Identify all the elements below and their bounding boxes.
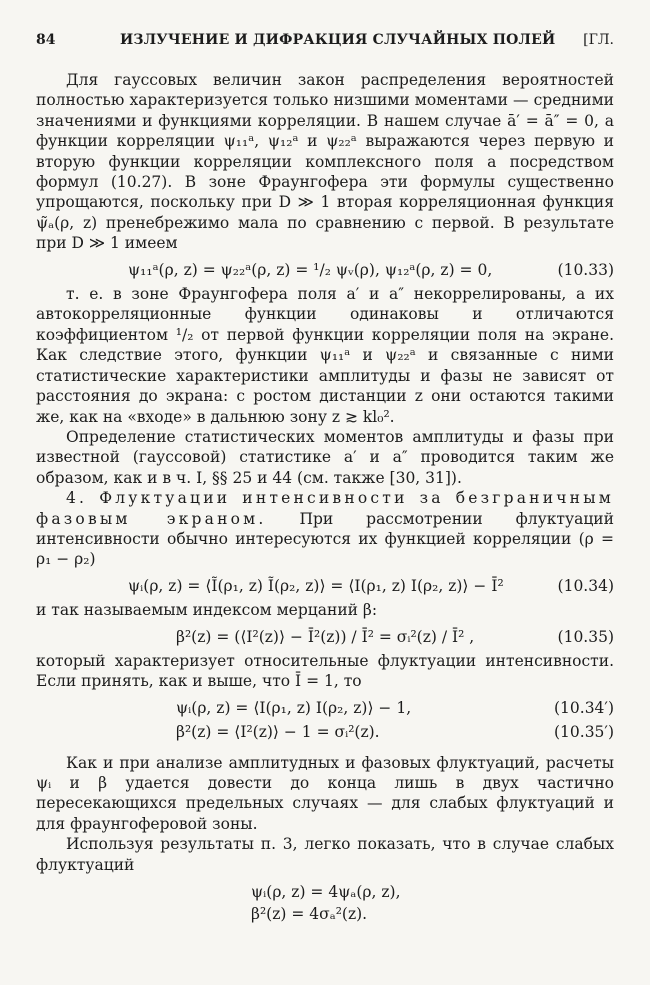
paragraph-scintillation: и так называемым индексом мерцаний β: bbox=[36, 601, 378, 620]
equation-formula: ψᵢ(ρ, z) = ⟨I(ρ₁, z) I(ρ₂, z)⟩ − 1, bbox=[176, 698, 412, 717]
equation-10-35-prime bbox=[36, 722, 614, 742]
equation-formula: β²(z) = ⟨I²(z)⟩ − 1 = σᵢ²(z). bbox=[176, 723, 380, 742]
equation-number: (10.34′) bbox=[554, 698, 614, 717]
paragraph-fraunhofer: т. е. в зоне Фраунгофера поля a′ и a″ некоррелированы, а их автокорреляционные функции одинаковы и отличаются коэффициентом ¹/₂ от первой функции корреляции поля на экране. Как следствие этого, функции ψ₁₁ᵃ и ψ₂₂ᵃ и связанные с ними статистические характеристики амплитуды и фазы не зависят от расстояния до экрана: с ростом дистанции z они остаются такими же, как на «входе» в дальнюю зону z ≳ kl₀². bbox=[36, 285, 614, 426]
equation-10-33 bbox=[36, 260, 614, 280]
equation-formula: ψ₁₁ᵃ(ρ, z) = ψ₂₂ᵃ(ρ, z) = ¹/₂ ψᵥ(ρ), ψ₁₂ᵃ(ρ, z) = 0, bbox=[128, 260, 493, 279]
chapter-mark: [ГЛ. bbox=[583, 32, 614, 48]
page-body bbox=[36, 70, 614, 931]
running-title: ИЗЛУЧЕНИЕ И ДИФРАКЦИЯ СЛУЧАЙНЫХ ПОЛЕЙ bbox=[120, 32, 556, 48]
paragraph-section-4 bbox=[36, 488, 614, 570]
equation-formula: β²(z) = (⟨I²(z)⟩ − Ī²(z)) / Ī² = σᵢ²(z) / Ī² , bbox=[176, 627, 475, 646]
paragraph-limits: Как и при анализе амплитудных и фазовых флуктуаций, расчеты ψᵢ и β удается довести до конца лишь в двух частично пересекающихся предельных случаях — для слабых флуктуаций и для фраунгоферовой зоны. bbox=[36, 753, 614, 833]
equation-10-34 bbox=[36, 576, 614, 596]
section-heading: 4. Флуктуации интенсивности за безграничным фазовым экраном. bbox=[36, 489, 614, 528]
page-number: 84 bbox=[36, 32, 56, 48]
paragraph-gaussian: Для гауссовых величин закон распределения вероятностей полностью характеризуется только низшими моментами — средними значениями и функциями корреляции. В нашем случае ā′ = ā″ = 0, а функции корреляции ψ₁₁ᵃ, ψ₁₂ᵃ и ψ₂₂ᵃ выражаются через первую и вторую функции корреляции комплексного поля a посредством формул (10.27). В зоне Фраунгофера эти формулы существенно упрощаются, поскольку при D ≫ 1 вторая корреляционная функция ψ̃ₐ(ρ, z) пренебрежимо мала по сравнению с первой. В результате при D ≫ 1 имеем bbox=[36, 71, 614, 253]
page-header bbox=[36, 32, 614, 56]
equation-10-35 bbox=[36, 627, 614, 647]
equation-final-2: β²(z) = 4σₐ²(z). bbox=[251, 905, 368, 924]
equation-number: (10.33) bbox=[557, 260, 614, 279]
equation-number: (10.34) bbox=[557, 576, 614, 595]
equation-number: (10.35′) bbox=[554, 723, 614, 742]
paragraph-moments: Определение статистических моментов амплитуды и фазы при известной (гауссовой) статистике a′ и a″ проводится таким же образом, как и в ч. I, §§ 25 и 44 (см. также [30, 31]). bbox=[36, 427, 614, 487]
final-equations bbox=[36, 881, 614, 925]
paragraph-relative: который характеризует относительные флуктуации интенсивности. Если принять, как и выше, что Ī = 1, то bbox=[36, 651, 614, 691]
equation-number: (10.35) bbox=[557, 627, 614, 646]
equation-10-34-prime bbox=[36, 698, 614, 718]
equation-final-1: ψᵢ(ρ, z) = 4ψₐ(ρ, z), bbox=[251, 883, 401, 902]
paragraph-weak: Используя результаты п. 3, легко показать, что в случае слабых флуктуаций bbox=[36, 835, 614, 874]
equation-formula: ψᵢ(ρ, z) = ⟨Ĩ(ρ₁, z) Ĩ(ρ₂, z)⟩ = ⟨I(ρ₁, z) I(ρ₂, z)⟩ − Ī² bbox=[128, 576, 504, 595]
section-text: При рассмотрении флуктуаций интенсивности обычно интересуются их функцией корреляции (ρ = ρ₁ − ρ₂) bbox=[36, 509, 614, 569]
